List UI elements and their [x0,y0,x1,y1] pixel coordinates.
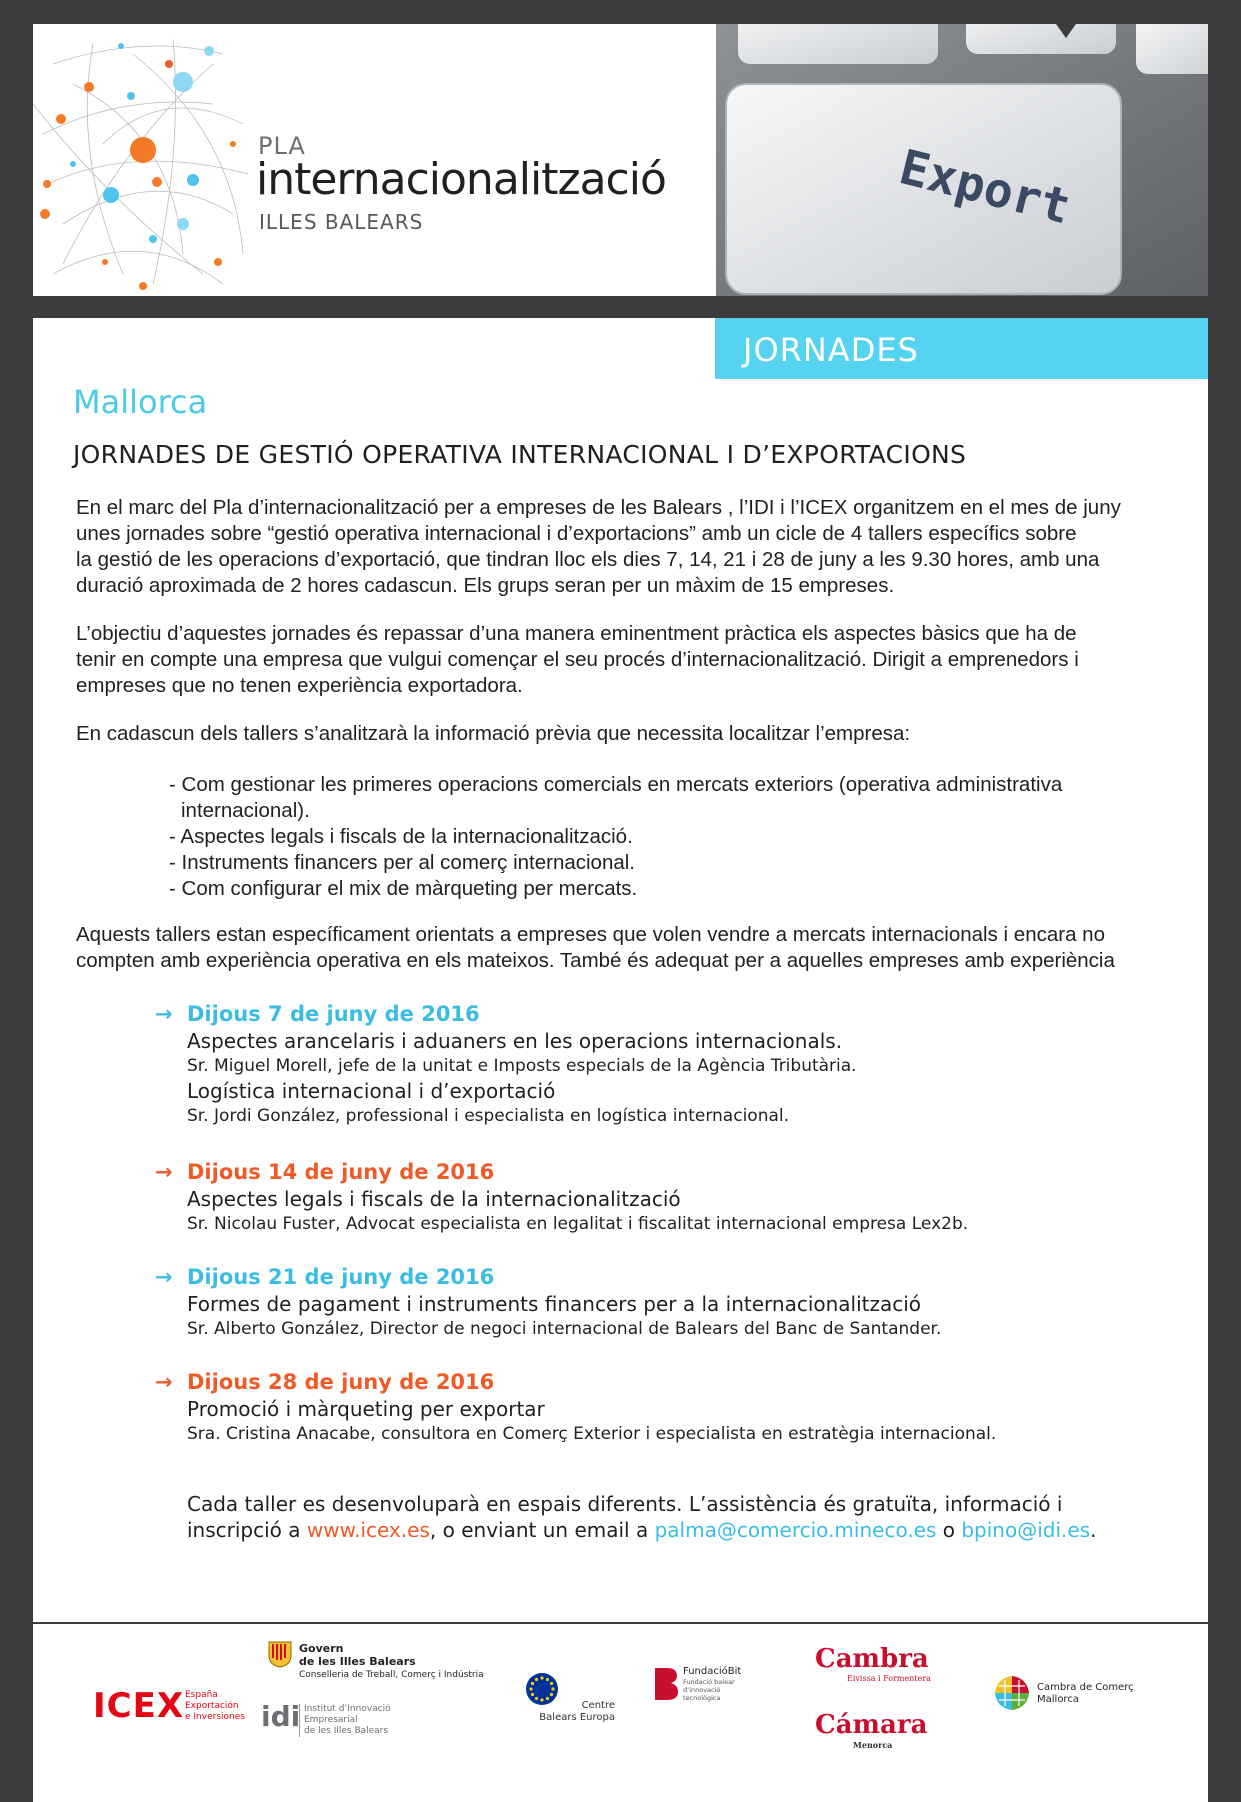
cbe-name [515,1700,615,1724]
text-line: tecnològica [683,1694,721,1702]
text-line: Aquests tallers estan específicament orientats a empreses que volen vendre a mercats internacionals i encara no [76,923,1105,946]
text-fragment: , o enviant un email a [429,1518,655,1542]
govern-department: Conselleria de Treball, Comerç i Indústria [299,1670,484,1680]
list-item: - Aspectes legals i fiscals de la internacionalització. [169,825,633,848]
plan-label: PLA [258,132,306,160]
cambra-logo-text: Cambra [815,1644,929,1674]
session-2 [155,1158,1195,1236]
closing-note [187,1491,1187,1543]
header-banner [33,24,1208,296]
session-date [155,1263,1195,1291]
content-panel [33,318,1208,1628]
section-ribbon [715,318,1208,379]
centre-balears-europa-logo [525,1672,615,1723]
network-graphic [33,24,273,296]
session-speaker: Sr. Miguel Morell, jefe de la unitat e Imposts especials de la Agència Tributària. [187,1056,857,1076]
arrow-right-icon: → [155,1370,173,1394]
text-line: Centre [581,1700,615,1711]
session-topic: Aspectes arancelaris i aduaners en les operacions internacionals. [187,1029,843,1053]
govern-name [299,1642,416,1668]
region-title: Mallorca [73,383,208,421]
sponsor-footer [33,1622,1208,1802]
session-date-text: Dijous 21 de juny de 2016 [187,1265,495,1289]
text-line: de les Illes Balears [299,1655,416,1668]
camara-logo-subtitle: Menorca [853,1740,893,1750]
session-date-text: Dijous 7 de juny de 2016 [187,1002,480,1026]
arrow-right-icon: → [155,1265,173,1289]
text-line: Cambra de Comerç [1037,1682,1134,1693]
bit-b-icon [653,1666,679,1702]
text-line: Empresarial [304,1715,358,1725]
session-date-text: Dijous 28 de juny de 2016 [187,1370,495,1394]
session-speaker: Sr. Nicolau Fuster, Advocat especialista en legalitat i fiscalitat internacional empresa Lex2b. [187,1214,969,1234]
session-topic: Logística internacional i d’exportació [187,1079,556,1103]
text-line: empreses que no tenen experiència exportadora. [76,674,523,697]
text-line: unes jornades sobre “gestió operativa internacional i d’exportacions” amb un cicle de 4 tallers específics sobre [76,522,1077,545]
session-date [155,1368,1195,1396]
intro-paragraph [76,495,1186,599]
session-topic: Formes de pagament i instruments financers per a la internacionalització [187,1292,922,1316]
text-line: En el marc del Pla d’internacionalització per a empreses de les Balears , l’IDI i l’ICEX organitzem en el mes de juny [76,496,1121,519]
fbit-name: FundacióBit [683,1666,742,1677]
cambra-mallorca-emblem-icon [993,1674,1031,1712]
plan-title: internacionalització [256,154,666,205]
text-line: Fundació balear [683,1678,735,1686]
session-topic: Aspectes legals i fiscals de la internacionalització [187,1187,681,1211]
text-line: d’innovació [683,1686,721,1694]
icex-logo-subtitle [185,1690,245,1723]
text-line: Govern [299,1642,344,1655]
text-line: e Inversiones [185,1712,245,1722]
export-key-label: Export [893,139,1076,236]
text-line [187,1517,1187,1543]
fbit-subtitle [683,1678,735,1702]
govern-logo [267,1640,484,1680]
cambra-mallorca-logo [993,1674,1134,1716]
text-line: España [185,1690,218,1700]
info-paragraph: En cadascun dels tallers s’analitzarà la informació prèvia que necessita localitzar l’empresa: [76,722,911,745]
list-item: - Instruments financers per al comerç internacional. [169,851,636,874]
list-item: - Com configurar el mix de màrqueting per mercats. [169,877,638,900]
fundacio-bit-logo [653,1666,742,1706]
session-3 [155,1263,1195,1341]
session-topic: Promoció i màrqueting per exportar [187,1397,545,1421]
text-line: tenir en compte una empresa que vulgui començar el seu procés d’internacionalització. Dirigit a emprenedors i [76,648,1079,671]
session-speaker: Sr. Jordi González, professional i especialista en logística internacional. [187,1106,790,1126]
audience-paragraph [76,922,1186,974]
email-link-idi[interactable]: bpino@idi.es [961,1518,1091,1542]
icex-logo [93,1686,245,1726]
camara-menorca-logo [815,1710,927,1750]
list-item: - Com gestionar les primeres operacions comercials en mercats exteriors (operativa administrativa internacional). [169,773,1063,822]
idi-logo-text: idi [261,1700,301,1733]
text-line: L’objectiu d’aquestes jornades és repassar d’una manera eminentment pràctica els aspectes bàsics que ha de [76,622,1077,645]
coat-of-arms-icon [267,1640,293,1668]
text-fragment: . [1090,1518,1097,1542]
email-link-palma[interactable]: palma@comercio.mineco.es [654,1518,937,1542]
idi-logo-subtitle [299,1704,391,1737]
page-title: JORNADES DE GESTIÓ OPERATIVA INTERNACIONAL I D’EXPORTACIONS [73,440,967,469]
session-date [155,1000,1195,1028]
topic-list [169,772,1169,902]
session-date [155,1158,1195,1186]
plan-region: ILLES BALEARS [259,210,424,234]
text-line: duració aproximada de 2 hores cadascun. Els grups seran per un màxim de 15 empreses. [76,574,895,597]
text-line: Balears Europa [539,1712,615,1723]
ccm-name [1037,1682,1134,1706]
text-line: de les Illes Balears [304,1726,389,1736]
text-line: compten amb experiència operativa en els mateixos. També és adequat per a aquelles empreses amb experiència [76,949,1115,972]
icex-logo-text: ICEX [93,1686,185,1726]
arrow-right-icon: → [155,1002,173,1026]
cambra-eivissa-logo [815,1644,931,1683]
session-speaker: Sra. Cristina Anacabe, consultora en Comerç Exterior i especialista en estratègia internacional. [187,1424,997,1444]
session-4 [155,1368,1195,1446]
arrow-right-icon: → [155,1160,173,1184]
ribbon-label: JORNADES [743,331,919,369]
text-line: Institut d’Innovació [304,1704,391,1714]
session-1 [155,1000,1195,1128]
text-fragment: inscripció a [187,1518,307,1542]
footer-divider [33,1622,1208,1624]
text-line: la gestió de les operacions d’exportació, que tindran lloc els dies 7, 14, 21 i 28 de juny a les 9.30 hores, amb una [76,548,1100,571]
export-key-photo [716,24,1208,296]
text-fragment: o [936,1518,962,1542]
objective-paragraph [76,621,1186,699]
icex-link[interactable]: www.icex.es [306,1518,430,1542]
session-date-text: Dijous 14 de juny de 2016 [187,1160,495,1184]
text-line: Exportación [185,1701,239,1711]
text-line: Cada taller es desenvoluparà en espais diferents. L’assistència és gratuïta, informació i [187,1492,1063,1516]
session-speaker: Sr. Alberto González, Director de negoci internacional de Balears del Banc de Santander. [187,1319,942,1339]
text-line: Mallorca [1037,1694,1079,1705]
camara-logo-text: Cámara [815,1710,928,1740]
cambra-logo-subtitle: Eivissa i Formentera [847,1674,931,1683]
idi-logo [261,1700,391,1736]
